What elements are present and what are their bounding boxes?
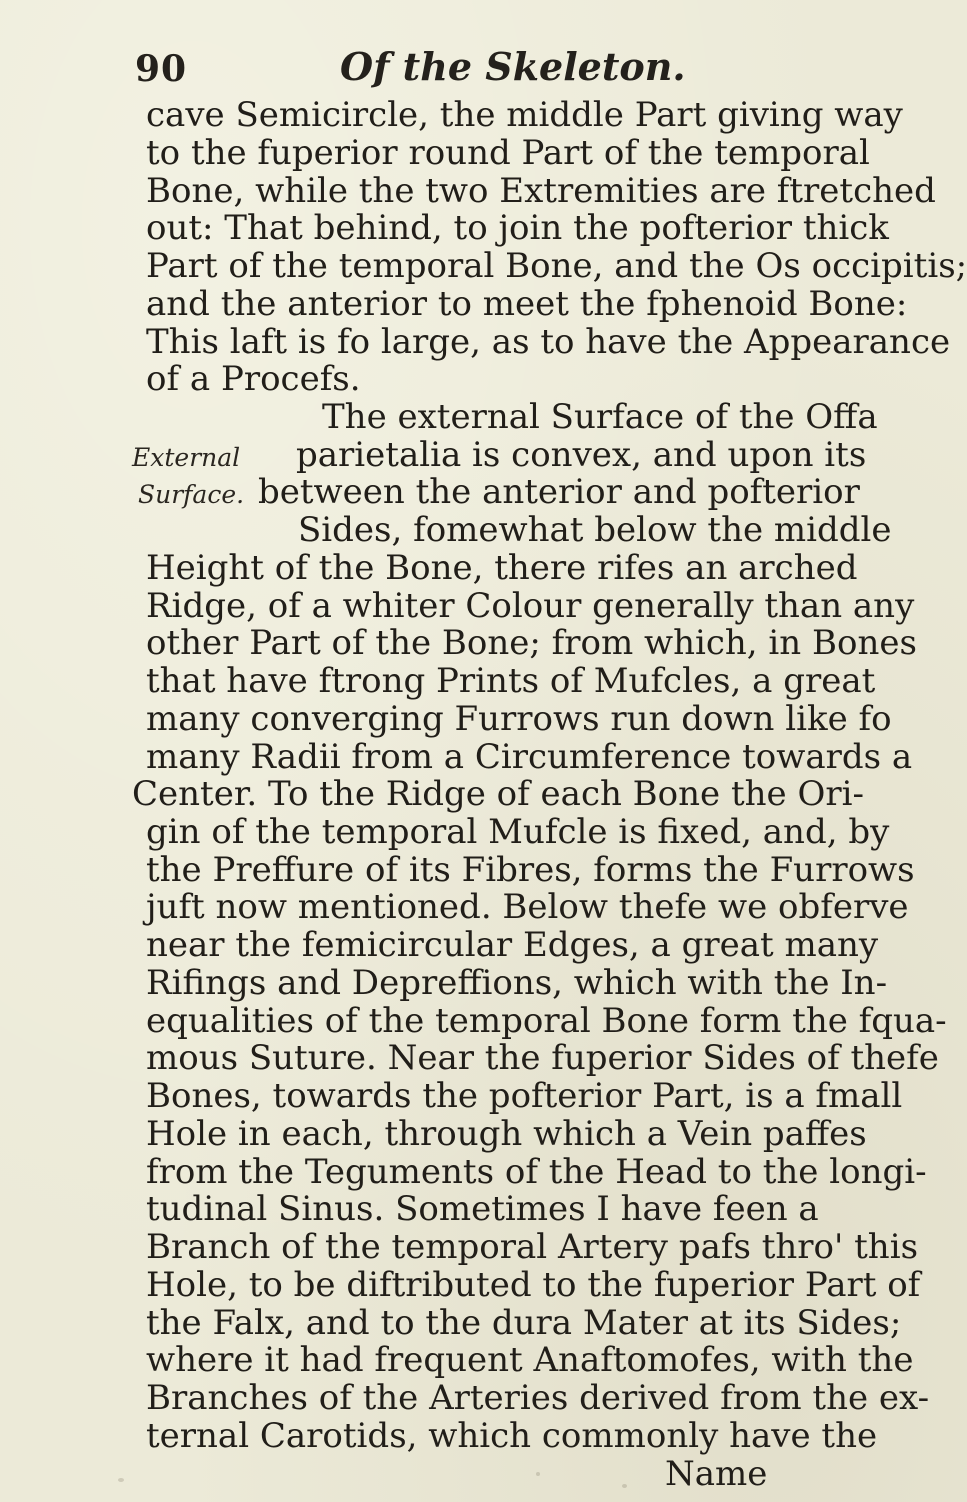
text-line: Branches of the Arteries derived from the ex-: [146, 1378, 930, 1418]
text-line: Height of the Bone, there rifes an arched: [146, 548, 858, 588]
paper-spot: [536, 1472, 540, 1476]
page-header: [135, 40, 775, 90]
text-line: Hole in each, through which a Vein paffes: [146, 1114, 867, 1154]
text-line: that have ftrong Prints of Mufcles, a great: [146, 661, 876, 701]
paper-spot: [118, 1478, 124, 1482]
text-line: tudinal Sinus. Sometimes I have feen a: [146, 1189, 819, 1229]
margin-note: Surface.: [138, 480, 245, 509]
text-line: mous Suture. Near the fuperior Sides of thefe: [146, 1038, 939, 1078]
text-line: Branch of the temporal Artery pafs thro' this: [146, 1227, 919, 1267]
text-line: equalities of the temporal Bone form the fqua-: [146, 1001, 947, 1041]
text-line: Part of the temporal Bone, and the Os occipitis;: [146, 246, 967, 286]
text-line: other Part of the Bone; from which, in Bones: [146, 623, 917, 663]
text-line: parietalia is convex, and upon its: [296, 435, 867, 475]
text-line: where it had frequent Anaftomofes, with the: [146, 1340, 914, 1380]
text-line: near the femicircular Edges, a great many: [146, 925, 879, 965]
text-line: to the fuperior round Part of the temporal: [146, 133, 870, 173]
paper-spot: [622, 1484, 627, 1488]
text-line: from the Teguments of the Head to the longi-: [146, 1152, 927, 1192]
text-line: ternal Carotids, which commonly have the: [146, 1416, 878, 1456]
text-line: This laft is fo large, as to have the Appearance: [146, 322, 951, 362]
text-line: the Preffure of its Fibres, forms the Furrows: [146, 850, 915, 890]
text-line: Bones, towards the pofterior Part, is a fmall: [146, 1076, 903, 1116]
text-line: The external Surface of the Offa: [322, 397, 878, 437]
catchword: Name: [665, 1454, 768, 1494]
text-line: cave Semicircle, the middle Part giving way: [146, 95, 903, 135]
text-line: the Falx, and to the dura Mater at its Sides;: [146, 1303, 902, 1343]
text-line: between the anterior and pofterior: [258, 472, 860, 512]
text-line: Sides, fomewhat below the middle: [298, 510, 892, 550]
page-number: 90: [135, 48, 188, 90]
margin-note: External: [132, 443, 241, 472]
running-title: Of the Skeleton.: [340, 44, 686, 89]
text-line: Ridge, of a whiter Colour generally than any: [146, 586, 915, 626]
text-line: Center. To the Ridge of each Bone the Ori-: [132, 774, 864, 814]
text-line: juft now mentioned. Below thefe we obferve: [146, 887, 909, 927]
text-line: Rifings and Depreffions, which with the In-: [146, 963, 888, 1003]
text-line: out: That behind, to join the pofterior thick: [146, 208, 889, 248]
text-line: gin of the temporal Mufcle is fixed, and, by: [146, 812, 890, 852]
text-line: and the anterior to meet the fphenoid Bone:: [146, 284, 908, 324]
text-line: of a Procefs.: [146, 359, 361, 399]
text-line: Hole, to be diftributed to the fuperior Part of: [146, 1265, 921, 1305]
text-line: Bone, while the two Extremities are ftretched: [146, 171, 936, 211]
text-line: many converging Furrows run down like fo: [146, 699, 892, 739]
text-line: many Radii from a Circumference towards a: [146, 737, 913, 777]
